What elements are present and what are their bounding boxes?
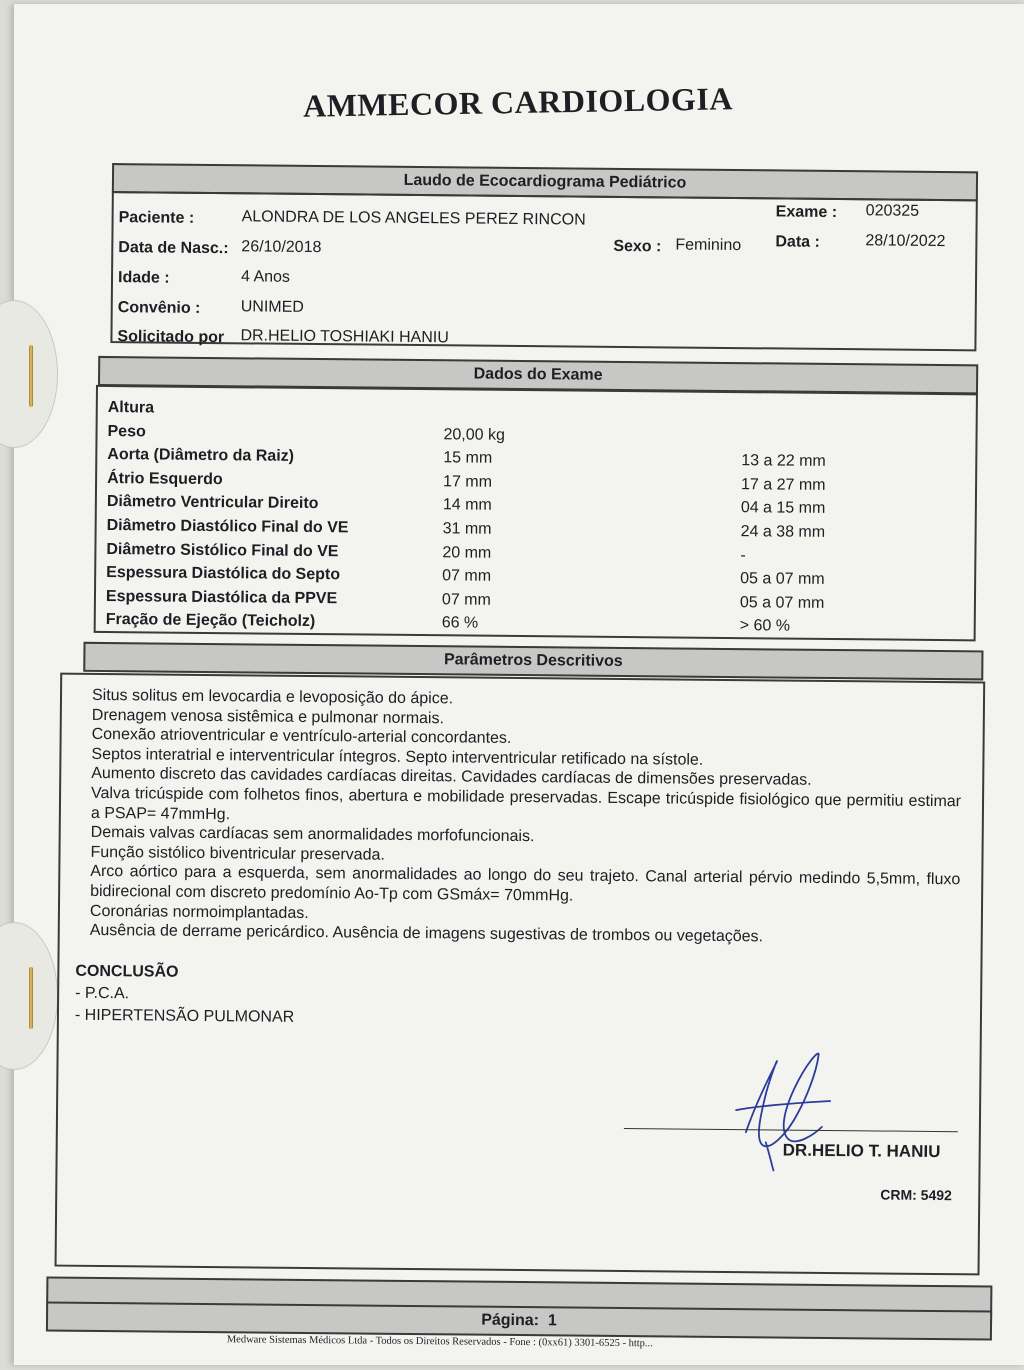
- reference-range: 17 a 27 mm: [740, 475, 826, 494]
- measure-name: Átrio Esquerdo: [107, 469, 223, 488]
- health-plan-value: UNIMED: [240, 298, 304, 316]
- descriptive-line: Septos interatrial e interventricular íntegros. Septo interventricular retificado na sístole.: [91, 745, 704, 769]
- reference-range: > 60 %: [739, 617, 791, 635]
- requested-by-label: Solicitado por: [117, 328, 225, 347]
- reference-range: 05 a 07 mm: [740, 570, 825, 589]
- descriptive-line: Ausência de derrame pericárdico. Ausência de imagens sugestivas de trombos ou vegetações.: [89, 922, 764, 946]
- descriptive-line: Valva tricúspide com folhetos finos, abertura e mobilidade preservadas. Escape tricúspide fisiológico que permitiu estimar a PSAP= 47mmHg.: [90, 784, 962, 823]
- measure-name: Espessura Diastólica da PPVE: [105, 587, 338, 608]
- descriptive-line: Conexão atrioventricular e ventrículo-arterial concordantes.: [91, 726, 512, 748]
- descriptive-line: Demais valvas cardíacas sem anormalidades morfofuncionais.: [90, 824, 535, 846]
- conclusion-item: - HIPERTENSÃO PULMONAR: [74, 1006, 295, 1026]
- exam-date-label: Data :: [775, 233, 820, 251]
- birth-date-value: 26/10/2018: [241, 238, 322, 257]
- measure-value: 31 mm: [442, 520, 492, 538]
- reference-range: 13 a 22 mm: [741, 452, 826, 471]
- age-value: 4 Anos: [240, 268, 291, 286]
- descriptive-line: Coronárias normoimplantadas.: [89, 902, 309, 922]
- requested-by-value: DR.HELIO TOSHIAKI HANIU: [240, 327, 449, 347]
- page-number: 1: [547, 1312, 557, 1330]
- clinic-title: AMMECOR CARDIOLOGIA: [302, 80, 734, 124]
- sex-value: Feminino: [675, 236, 742, 255]
- measure-value: 66 %: [441, 614, 479, 632]
- conclusion-item: - P.C.A.: [75, 984, 130, 1003]
- sex-label: Sexo :: [613, 237, 662, 256]
- measure-name: Fração de Ejeção (Teicholz): [105, 611, 316, 631]
- descriptive-text: [90, 686, 962, 949]
- doctor-crm: CRM: 5492: [880, 1186, 952, 1204]
- descriptive-line: Aumento discreto das cavidades cardíacas direitas. Cavidades cardíacas de dimensões preservadas.: [91, 765, 812, 790]
- measure-value: 14 mm: [442, 496, 492, 515]
- conclusion-heading: CONCLUSÃO: [75, 962, 179, 981]
- footer-copyright: Medware Sistemas Médicos Ltda - Todos os Direitos Reservados - Fone : (0xx61) 3301-6525 - http...: [226, 1334, 653, 1350]
- age-label: Idade :: [117, 269, 170, 287]
- doctor-name: DR.HELIO T. HANIU: [782, 1140, 941, 1162]
- exam-data-title: Dados do Exame: [473, 365, 603, 384]
- measure-name: Diâmetro Sistólico Final do VE: [106, 540, 339, 560]
- exam-number-label: Exame :: [775, 203, 838, 222]
- descriptive-title: Parâmetros Descritivos: [443, 651, 623, 670]
- descriptive-line: Função sistólico biventricular preservada.: [90, 843, 385, 864]
- page-label: Página:: [481, 1311, 540, 1330]
- measure-name: Diâmetro Diastólico Final do VE: [106, 517, 349, 537]
- birth-date-label: Data de Nasc.:: [118, 239, 229, 258]
- report-title: Laudo de Ecocardiograma Pediátrico: [403, 171, 687, 192]
- patient-info-box: [110, 191, 977, 351]
- measure-value: 17 mm: [443, 473, 493, 491]
- descriptive-line: Situs solitus em levocardia e levoposição do ápice.: [91, 686, 454, 708]
- patient-name: ALONDRA DE LOS ANGELES PEREZ RINCON: [241, 208, 586, 229]
- descriptive-line: Arco aórtico para a esquerda, sem anormalidades ao longo do seu trajeto. Canal arterial pérvio medindo 5,5mm, fluxo bidirecional com discreto predomínio Ao-Tp com GSmáx= 70mmHg.: [90, 863, 961, 905]
- measure-value: 15 mm: [443, 449, 493, 467]
- patient-label: Paciente :: [118, 209, 195, 227]
- measure-name: Diâmetro Ventricular Direito: [106, 493, 319, 513]
- health-plan-label: Convênio :: [117, 299, 201, 317]
- exam-date-value: 28/10/2022: [865, 232, 946, 251]
- reference-range: 04 a 15 mm: [740, 499, 826, 518]
- reference-range: 24 a 38 mm: [740, 523, 826, 541]
- measure-value: 20,00 kg: [443, 425, 506, 444]
- exam-data-table: [94, 385, 978, 641]
- reference-range: -: [740, 546, 746, 564]
- measure-name: Peso: [107, 422, 146, 440]
- measure-name: Altura: [107, 399, 155, 417]
- descriptive-line: Drenagem venosa sistêmica e pulmonar normais.: [91, 706, 445, 727]
- conclusion-block: [75, 961, 295, 1029]
- measure-value: 07 mm: [442, 567, 492, 585]
- measure-name: Aorta (Diâmetro da Raiz): [107, 446, 295, 466]
- measure-value: 20 mm: [442, 543, 492, 562]
- exam-number-value: 020325: [865, 202, 920, 220]
- measure-name: Espessura Diastólica do Septo: [106, 564, 341, 584]
- reference-range: 05 a 07 mm: [739, 593, 825, 612]
- measure-value: 07 mm: [441, 591, 491, 609]
